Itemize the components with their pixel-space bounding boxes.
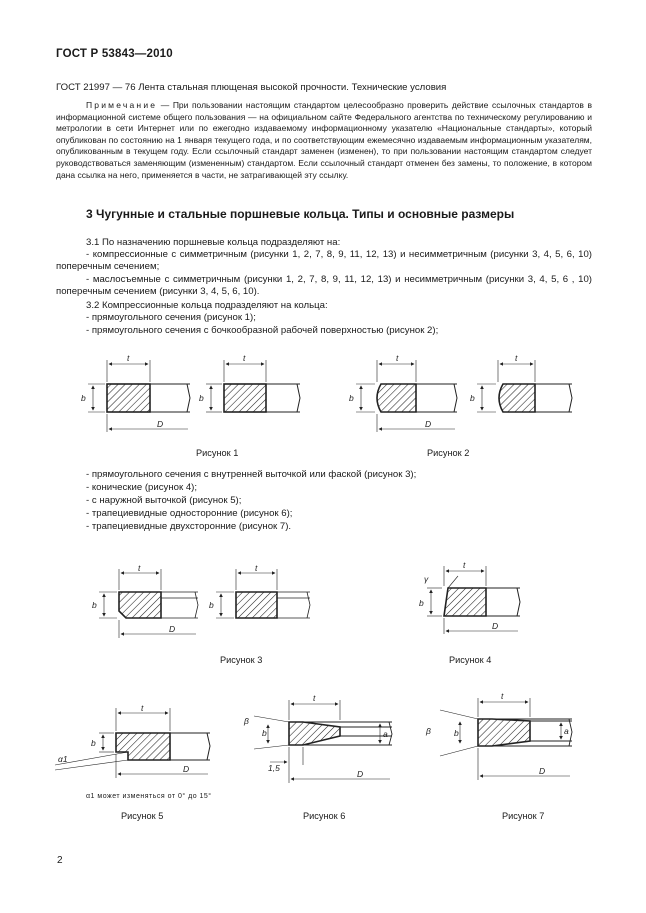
dim-label-t: t bbox=[127, 353, 130, 363]
caption-figure-5: Рисунок 5 bbox=[121, 811, 164, 821]
list-item: - трапециевидные двухсторонние (рисунок 7). bbox=[86, 521, 292, 532]
note-label: Примечание bbox=[86, 100, 158, 110]
list-item: - с наружной выточкой (рисунок 5); bbox=[86, 495, 242, 506]
list-item: - прямоугольного сечения с внутренней выточкой или фаской (рисунок 3); bbox=[86, 469, 417, 480]
page-number: 2 bbox=[57, 855, 63, 866]
dimension-labels bbox=[58, 353, 569, 779]
paragraph-3-2: 3.2 Компрессионные кольца подразделяют на кольца: bbox=[86, 300, 328, 311]
dim-label-b: b bbox=[454, 728, 459, 738]
dim-label-d: D bbox=[425, 419, 432, 429]
dim-label-beta: β bbox=[244, 716, 249, 726]
dim-label-d: D bbox=[492, 621, 499, 631]
dim-label-a: a bbox=[383, 729, 388, 739]
dim-label-a: a bbox=[564, 726, 569, 736]
dim-label-d: D bbox=[183, 764, 190, 774]
dim-label-b: b bbox=[470, 393, 475, 403]
dim-label-t: t bbox=[501, 691, 504, 701]
dim-label-t: t bbox=[313, 693, 316, 703]
paragraph-3-1-a: - компрессионные с симметричным (рисунки 1, 2, 7, 8, 9, 11, 12, 13) и несимметричным (рисунки 3, 4, 5, 6, 10) поперечным сечением; bbox=[56, 249, 592, 273]
dim-label-b: b bbox=[262, 728, 267, 738]
section-heading: 3 Чугунные и стальные поршневые кольца. Типы и основные размеры bbox=[86, 207, 515, 221]
dim-label-b: b bbox=[92, 600, 97, 610]
list-item: - трапециевидные односторонние (рисунок 6); bbox=[86, 508, 293, 519]
dim-label-d: D bbox=[157, 419, 164, 429]
dim-label-b: b bbox=[81, 393, 86, 403]
dim-label-d: D bbox=[169, 624, 176, 634]
dim-label-t: t bbox=[138, 563, 141, 573]
dim-label-t: t bbox=[463, 560, 466, 570]
dim-label-gamma: γ bbox=[424, 574, 429, 584]
figure-4-drawing bbox=[427, 566, 520, 634]
figure-5-note: α1 может изменяться от 0° до 15° bbox=[86, 793, 212, 800]
dim-label-t: t bbox=[243, 353, 246, 363]
figure-2-drawing-b bbox=[477, 360, 572, 412]
paragraph-3-1: 3.1 По назначению поршневые кольца подразделяют на: bbox=[86, 237, 341, 248]
dim-label-t: t bbox=[515, 353, 518, 363]
caption-figure-3: Рисунок 3 bbox=[220, 655, 263, 665]
reference-gost-21997: ГОСТ 21997 — 76 Лента стальная плющеная высокой прочности. Технические условия bbox=[56, 82, 447, 93]
figure-3-drawing-a bbox=[99, 569, 198, 638]
figure-3-drawing-b bbox=[216, 569, 310, 618]
dim-label-t: t bbox=[255, 563, 258, 573]
caption-figure-1: Рисунок 1 bbox=[196, 448, 239, 458]
note-text: — При пользовании настоящим стандартом целесообразно проверить действие ссылочных стандартов в информационной системе общего пользования — на официальном сайте Федерального агентства по техническому регулированию и метрологии в сети Интернет или по ежегодно издаваемому информационному указателю «Национальные стандарты», который опубликован по состоянию на 1 января текущего года, и по соответствующим ежемесячно издаваемым информационным указателям, опубликованным в текущем году. Если ссылочный стандарт заменен (изменен), то при пользовании настоящим стандартом следует руководствоваться заменяющим (измененным) стандартом. Если ссылочный стандарт отменен без замены, то положение, в котором дана ссылка на него, применяется в части, не затрагивающей эту ссылку. bbox=[56, 100, 592, 180]
list-item: - прямоугольного сечения (рисунок 1); bbox=[86, 312, 256, 323]
document-header: ГОСТ Р 53843—2010 bbox=[56, 48, 173, 60]
figure-1-drawing-a bbox=[88, 360, 190, 432]
caption-figure-4: Рисунок 4 bbox=[449, 655, 492, 665]
dim-label-b: b bbox=[199, 393, 204, 403]
figure-2-drawing-a bbox=[356, 360, 457, 432]
dim-label-t: t bbox=[141, 703, 144, 713]
dim-label-b: b bbox=[419, 598, 424, 608]
figure-7-drawing bbox=[440, 698, 572, 780]
list-item: - конические (рисунок 4); bbox=[86, 482, 198, 493]
dim-label-b: b bbox=[349, 393, 354, 403]
dim-label-d: D bbox=[539, 766, 546, 776]
caption-figure-2: Рисунок 2 bbox=[427, 448, 470, 458]
dim-label-b: b bbox=[209, 600, 214, 610]
dim-label-beta: β bbox=[426, 726, 431, 736]
paragraph-3-1-b: - маслосъемные с симметричным (рисунки 1, 2, 7, 8, 9, 11, 12, 13) и несимметричным (рисунки 3, 4, 5, 6 , 10) поперечным сечением (рисунки 3, 4, 5, 6, 10). bbox=[56, 274, 592, 298]
dim-label-t: t bbox=[396, 353, 399, 363]
list-item: - прямоугольного сечения с бочкообразной рабочей поверхностью (рисунок 2); bbox=[86, 325, 439, 336]
dim-label-d: D bbox=[357, 769, 364, 779]
dim-label-alpha1: α1 bbox=[58, 754, 68, 764]
figure-1-drawing-b bbox=[206, 360, 300, 412]
caption-figure-6: Рисунок 6 bbox=[303, 811, 346, 821]
dim-label-b: b bbox=[91, 738, 96, 748]
dim-label-1-5: 1,5 bbox=[268, 763, 280, 773]
caption-figure-7: Рисунок 7 bbox=[502, 811, 545, 821]
